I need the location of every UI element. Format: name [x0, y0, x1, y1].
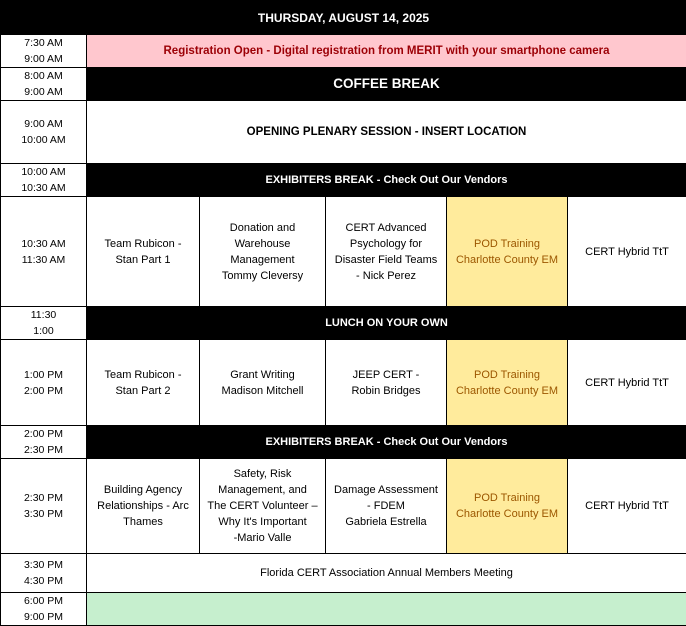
coffee-break-cell: COFFEE BREAK	[87, 68, 686, 101]
table-row	[1, 459, 686, 554]
table-row	[1, 593, 686, 626]
time-cell: 1:00 PM 2:00 PM	[1, 340, 87, 426]
table-row	[1, 554, 686, 593]
table-row	[1, 340, 686, 426]
lunch-cell: LUNCH ON YOUR OWN	[87, 307, 686, 340]
table-row	[1, 35, 686, 68]
time-cell: 9:00 AM 10:00 AM	[1, 101, 87, 164]
time-cell: 7:30 AM 9:00 AM	[1, 35, 87, 68]
session-cell: Building Agency Relationships - Arc Thames	[87, 459, 200, 554]
session-cell: CERT Hybrid TtT	[568, 459, 686, 554]
schedule-title: THURSDAY, AUGUST 14, 2025	[1, 1, 686, 35]
session-cell: JEEP CERT - Robin Bridges	[326, 340, 447, 426]
pod-training-cell: POD Training Charlotte County EM	[447, 197, 568, 307]
pod-training-cell: POD Training Charlotte County EM	[447, 340, 568, 426]
exhibitors-break-cell: EXHIBITERS BREAK - Check Out Our Vendors	[87, 426, 686, 459]
title-row	[1, 1, 686, 35]
session-cell: Grant Writing Madison Mitchell	[200, 340, 326, 426]
time-cell: 8:00 AM 9:00 AM	[1, 68, 87, 101]
table-row	[1, 426, 686, 459]
members-meeting-cell: Florida CERT Association Annual Members Meeting	[87, 554, 686, 593]
session-cell: Donation and Warehouse Management Tommy Cleversy	[200, 197, 326, 307]
evening-event-cell	[87, 593, 686, 626]
table-row	[1, 307, 686, 340]
table-row	[1, 164, 686, 197]
session-cell: Team Rubicon - Stan Part 2	[87, 340, 200, 426]
session-cell: CERT Hybrid TtT	[568, 340, 686, 426]
table-row	[1, 197, 686, 307]
exhibitors-break-cell: EXHIBITERS BREAK - Check Out Our Vendors	[87, 164, 686, 197]
session-cell: Damage Assessment - FDEM Gabriela Estrella	[326, 459, 447, 554]
table-row	[1, 101, 686, 164]
table-row	[1, 68, 686, 101]
session-cell: Safety, Risk Management, and The CERT Volunteer – Why It's Important -Mario Valle	[200, 459, 326, 554]
time-cell: 10:30 AM 11:30 AM	[1, 197, 87, 307]
session-cell: CERT Hybrid TtT	[568, 197, 686, 307]
time-cell: 2:30 PM 3:30 PM	[1, 459, 87, 554]
time-cell: 6:00 PM 9:00 PM	[1, 593, 87, 626]
session-cell: Team Rubicon - Stan Part 1	[87, 197, 200, 307]
time-cell: 11:30 1:00	[1, 307, 87, 340]
registration-cell: Registration Open - Digital registration from MERIT with your smartphone camera	[87, 35, 686, 68]
session-cell: CERT Advanced Psychology for Disaster Field Teams - Nick Perez	[326, 197, 447, 307]
time-cell: 10:00 AM 10:30 AM	[1, 164, 87, 197]
pod-training-cell: POD Training Charlotte County EM	[447, 459, 568, 554]
time-cell: 3:30 PM 4:30 PM	[1, 554, 87, 593]
plenary-session-cell: OPENING PLENARY SESSION - INSERT LOCATION	[87, 101, 686, 164]
time-cell: 2:00 PM 2:30 PM	[1, 426, 87, 459]
